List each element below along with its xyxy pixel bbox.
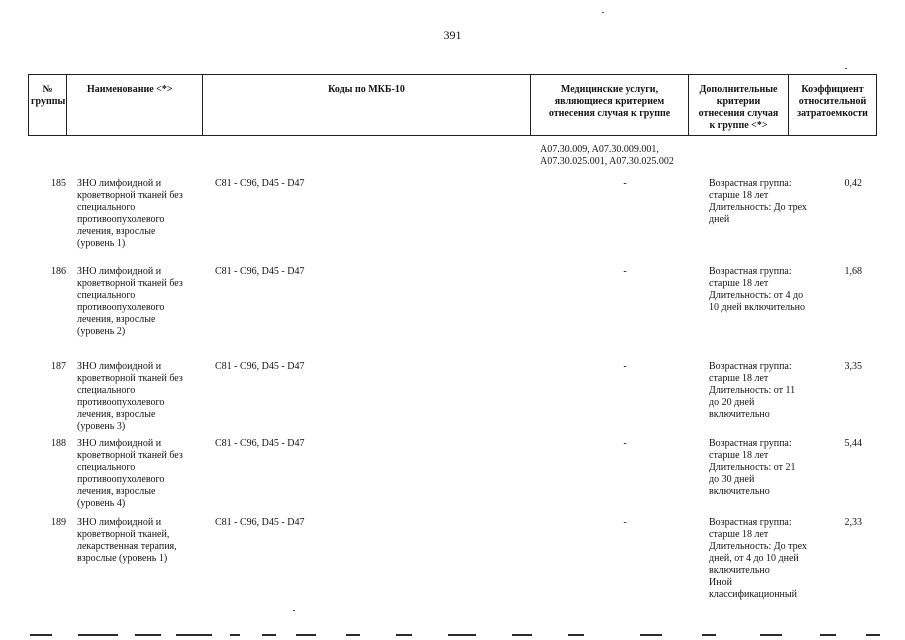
scan-speck — [602, 12, 604, 13]
row-186-criteria: Возрастная группа: старше 18 лет Длительность: от 4 до 10 дней включительно — [709, 266, 805, 313]
row-187-codes: C81 - C96, D45 - D47 — [215, 361, 305, 372]
page-number: 391 — [443, 28, 462, 42]
row-186-codes: C81 - C96, D45 - D47 — [215, 266, 305, 277]
scan-speck — [293, 610, 295, 611]
row-185-coefficient: 0,42 — [844, 178, 862, 189]
row-185-services: - — [623, 178, 627, 189]
row-187-number: 187 — [51, 361, 66, 372]
table-header — [28, 74, 877, 136]
page-bottom-edge-artifacts — [0, 634, 905, 636]
row-189-coefficient: 2,33 — [844, 517, 862, 528]
row-187-name: ЗНО лимфоидной и кроветворной тканей без специального противоопухолевого лечения, взрослые (уровень 3) — [77, 361, 183, 432]
header-medical-services: Медицинские услуги, являющиеся критерием отнесения случая к группе — [531, 75, 689, 136]
row-186-number: 186 — [51, 266, 66, 277]
scan-speck — [845, 68, 847, 69]
row-189-codes: C81 - C96, D45 - D47 — [215, 517, 305, 528]
row-186-services: - — [623, 266, 627, 277]
row-188-number: 188 — [51, 438, 66, 449]
header-icd-codes: Коды по МКБ-10 — [203, 75, 531, 136]
row-187-criteria: Возрастная группа: старше 18 лет Длительность: от 11 до 20 дней включительно — [709, 361, 796, 420]
continuation-services: A07.30.009, A07.30.009.001, A07.30.025.001, A07.30.025.002 — [540, 144, 674, 167]
header-additional-criteria: Дополнительные критерии отнесения случая к группе <*> — [689, 75, 789, 136]
header-name: Наименование <*> — [67, 75, 203, 136]
row-186-name: ЗНО лимфоидной и кроветворной тканей без специального противоопухолевого лечения, взрослые (уровень 2) — [77, 266, 183, 337]
row-189-services: - — [623, 517, 627, 528]
row-188-services: - — [623, 438, 627, 449]
row-185-codes: C81 - C96, D45 - D47 — [215, 178, 305, 189]
row-189-number: 189 — [51, 517, 66, 528]
row-185-number: 185 — [51, 178, 66, 189]
row-186-coefficient: 1,68 — [844, 266, 862, 277]
row-185-name: ЗНО лимфоидной и кроветворной тканей без специального противоопухолевого лечения, взрослые (уровень 1) — [77, 178, 183, 249]
row-188-name: ЗНО лимфоидной и кроветворной тканей без специального противоопухолевого лечения, взрослые (уровень 4) — [77, 438, 183, 509]
row-188-coefficient: 5,44 — [844, 438, 862, 449]
row-188-codes: C81 - C96, D45 - D47 — [215, 438, 305, 449]
row-187-coefficient: 3,35 — [844, 361, 862, 372]
header-cost-coefficient: Коэффициент относительной затратоемкости — [789, 75, 877, 136]
row-185-criteria: Возрастная группа: старше 18 лет Длительность: До трех дней — [709, 178, 807, 225]
row-189-criteria: Возрастная группа: старше 18 лет Длительность: До трех дней, от 4 до 10 дней включительно Иной классификационный — [709, 517, 807, 600]
row-187-services: - — [623, 361, 627, 372]
row-188-criteria: Возрастная группа: старше 18 лет Длительность: от 21 до 30 дней включительно — [709, 438, 796, 497]
row-189-name: ЗНО лимфоидной и кроветворной тканей, лекарственная терапия, взрослые (уровень 1) — [77, 517, 177, 564]
header-group-number: № группы — [29, 75, 67, 136]
